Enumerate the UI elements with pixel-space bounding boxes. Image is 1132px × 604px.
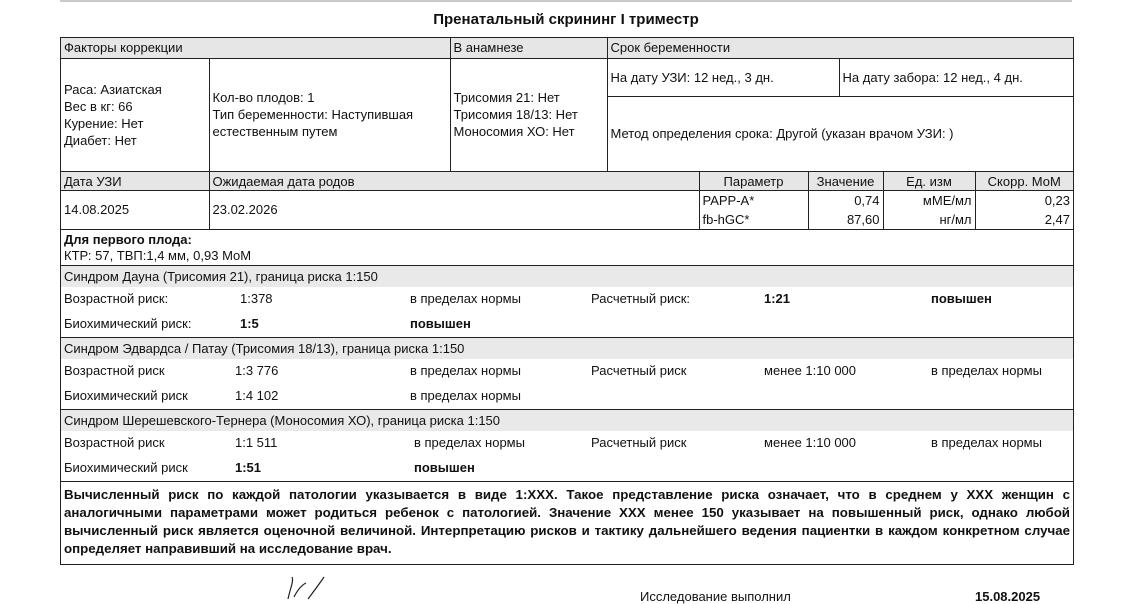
us-date-value: 14.08.2025 [61,191,209,229]
pregnancy-info [209,58,450,171]
param-header: Параметр [699,172,808,191]
anamnesis-header: В анамнезе [450,38,607,58]
first-fetus-measurements: КТР: 57, ТВП:1,4 мм, 0,93 МоМ [64,247,252,263]
term-us-date: На дату УЗИ: 12 нед., 3 дн. [607,58,839,96]
calc-risk-status: в пределах нормы [931,362,1042,378]
us-date-header: Дата УЗИ [61,172,209,191]
param-value: 0,74 [808,191,883,210]
first-fetus-block [61,229,1073,265]
age-risk-status: в пределах нормы [414,434,525,450]
signature-icon [280,575,350,600]
param-unit: мМЕ/мл [883,191,975,210]
turner-row-bio [61,456,1073,481]
mom-header: Скорр. МоМ [975,172,1073,191]
bio-risk-value: 1:5 [240,315,259,331]
performed-by-label: Исследование выполнил [640,589,791,604]
turner-row-age [61,431,1073,456]
params-table [61,171,1073,229]
down-title: Синдром Дауна (Трисомия 21), граница риска 1:150 [61,266,1073,287]
bio-risk-status: повышен [414,459,475,475]
calc-risk-value: менее 1:10 000 [764,362,857,378]
race: Раса: Азиатская [64,81,162,97]
calc-risk-status: повышен [931,290,992,306]
patient-factors [61,58,209,171]
bio-risk-label: Биохимический риск [64,459,188,475]
value-header: Значение [808,172,883,191]
calc-risk-status: в пределах нормы [931,434,1042,450]
top-rule [60,0,1072,2]
age-risk-label: Возрастной риск [64,434,165,450]
age-risk-status: в пределах нормы [410,290,521,306]
calc-risk-value: 1:21 [764,290,791,306]
report-date: 15.08.2025 [975,589,1041,604]
age-risk-label: Возрастной риск [64,362,165,378]
fetus-count: Кол-во плодов: 1 [212,90,315,106]
param-mom: 0,23 [1044,192,1070,208]
edwards-section [61,337,1073,409]
calc-risk-label: Расчетный риск [591,434,687,450]
age-risk-status: в пределах нормы [410,362,521,378]
term-draw-date: На дату забора: 12 нед., 4 дн. [839,58,1073,96]
bio-risk-value: 1:51 [235,459,262,475]
calc-risk-label: Расчетный риск: [591,290,691,306]
term-method: Метод определения срока: Другой (указан врачом УЗИ: ) [610,126,954,142]
report-document [60,37,1074,565]
calc-risk-label: Расчетный риск [591,362,687,378]
diabetes: Диабет: Нет [64,132,137,148]
weight: Вес в кг: 66 [64,98,133,114]
page-title: Пренатальный скрининг I триместр [433,11,699,28]
pregnancy-type: Тип беременности: Наступившая естественным путем [212,107,414,140]
bio-risk-status: в пределах нормы [410,387,521,403]
turner-section [61,409,1073,481]
patient-info-table [61,38,1073,171]
age-risk-label: Возрастной риск: [64,290,169,306]
turner-title: Синдром Шерешевского-Тернера (Моносомия ХО), граница риска 1:150 [61,410,1073,431]
edwards-title: Синдром Эдвардса / Патау (Трисомия 18/13), граница риска 1:150 [61,338,1073,359]
risk-explanation-note: Вычисленный риск по каждой патологии указывается в виде 1:XXX. Такое представление риска означает, что в среднем у XXX женщин с аналогичными параметрами может родиться ребенок с патологией. Значение XXX менее 150 указывает на повышенный риск, однако любой вычисленный риск является оценочной величиной. Интерпретацию рисков и тактику дальнейшего ведения пациентки в каждом конкретном случае определяет направивший на исследование врач. [61,481,1073,564]
correction-header: Факторы коррекции [61,38,450,58]
bio-risk-label: Биохимический риск [64,387,188,403]
param-name: fb-hGC* [699,210,808,229]
anamnesis-t1813: Трисомия 18/13: Нет [453,107,578,123]
down-row-bio [61,312,1073,337]
anamnesis-t21: Трисомия 21: Нет [453,90,560,106]
edwards-row-age [61,359,1073,384]
edd-header: Ожидаемая дата родов [209,172,699,191]
edd-value: 23.02.2026 [209,191,699,229]
anamnesis-mono: Моносомия ХО: Нет [453,124,575,140]
param-mom: 2,47 [1044,211,1070,227]
age-risk-value: 1:1 511 [235,434,278,450]
age-risk-value: 1:3 776 [235,362,279,378]
calc-risk-value: менее 1:10 000 [764,434,857,450]
edwards-row-bio [61,384,1073,409]
first-fetus-label: Для первого плода: [64,231,192,247]
param-name: PAPP-A* [699,191,808,210]
smoking: Курение: Нет [64,115,144,131]
bio-risk-label: Биохимический риск: [64,315,192,331]
term-header: Срок беременности [607,38,1073,58]
bio-risk-status: повышен [410,315,471,331]
age-risk-value: 1:378 [240,290,273,306]
down-row-age [61,287,1073,312]
unit-header: Ед. изм [883,172,975,191]
param-unit: нг/мл [883,210,975,229]
bio-risk-value: 1:4 102 [235,387,279,403]
down-section [61,265,1073,337]
anamnesis-info [450,58,607,171]
param-value: 87,60 [808,210,883,229]
